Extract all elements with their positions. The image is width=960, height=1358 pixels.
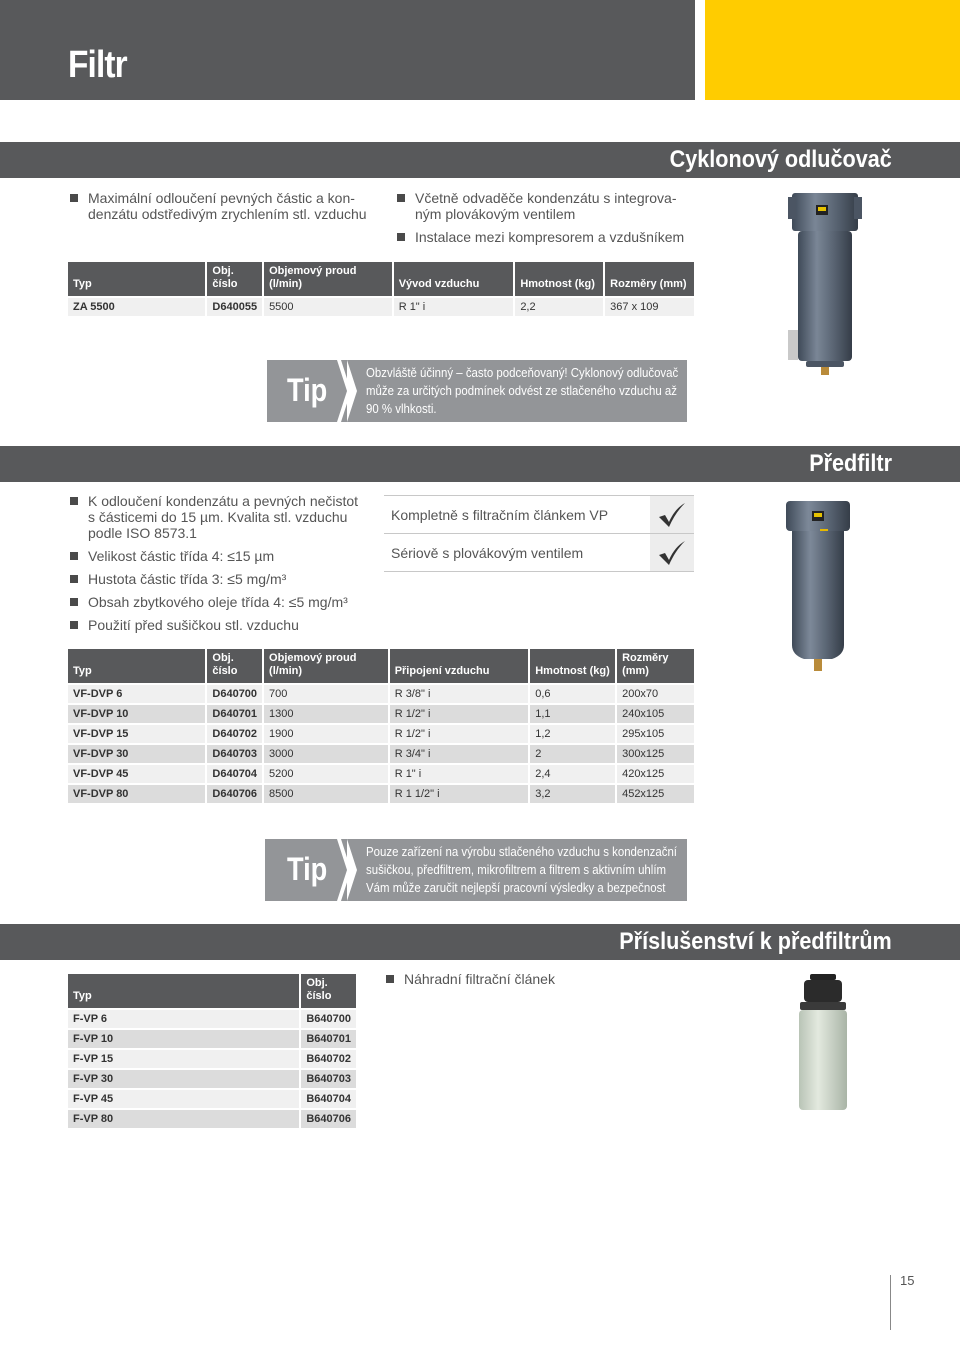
table-row bbox=[68, 1108, 356, 1128]
col-header: Obj. číslo bbox=[205, 649, 262, 683]
col-header: Objemový proud (l/min) bbox=[262, 262, 392, 296]
table-cell: 8500 bbox=[262, 783, 388, 803]
col-header: Obj. číslo bbox=[205, 262, 262, 296]
tip-label: Tip bbox=[287, 851, 328, 887]
table-cell: F-VP 80 bbox=[68, 1108, 299, 1128]
table-cell: 452x125 bbox=[615, 783, 694, 803]
table-cell: 700 bbox=[262, 683, 388, 703]
table-cell: B640706 bbox=[299, 1108, 356, 1128]
list-item: Náhradní filtrační článek bbox=[386, 971, 686, 987]
col-header: Typ bbox=[68, 649, 205, 683]
list-item: Hustota částic třída 3: ≤5 mg/m³ bbox=[70, 571, 360, 587]
table-cell: 420x125 bbox=[615, 763, 694, 783]
list-item: Instalace mezi kompresorem a vzdušníkem bbox=[397, 229, 687, 245]
square-bullet-icon bbox=[386, 975, 394, 983]
table-cell: 0,6 bbox=[528, 683, 615, 703]
table-cell: F-VP 45 bbox=[68, 1088, 299, 1108]
table-cell: R 1" i bbox=[388, 763, 529, 783]
table-row bbox=[68, 296, 694, 316]
table-cell: 5500 bbox=[262, 296, 392, 316]
header-accent bbox=[705, 0, 960, 100]
table-cell: B640702 bbox=[299, 1048, 356, 1068]
list-item: Velikost částic třída 4: ≤15 µm bbox=[70, 548, 360, 564]
list-item: Použití před sušičkou stl. vzduchu bbox=[70, 617, 360, 633]
table-cell: VF-DVP 10 bbox=[68, 703, 205, 723]
square-bullet-icon bbox=[70, 194, 78, 202]
table-cell: ZA 5500 bbox=[68, 296, 205, 316]
table-cell: D640704 bbox=[205, 763, 262, 783]
table-cell: R 1/2" i bbox=[388, 703, 529, 723]
table-cell: VF-DVP 45 bbox=[68, 763, 205, 783]
list-item: Maximální odloučení pevných částic a kon-denzátu odstředivým zrychlením stl. vzduchu bbox=[70, 190, 370, 222]
square-bullet-icon bbox=[70, 552, 78, 560]
table-cell: 2,4 bbox=[528, 763, 615, 783]
chevron-right-icon bbox=[337, 360, 351, 422]
square-bullet-icon bbox=[70, 575, 78, 583]
table-cell: D640703 bbox=[205, 743, 262, 763]
table-cell: 300x125 bbox=[615, 743, 694, 763]
table-header-row bbox=[68, 262, 694, 296]
section-title-accessories: Příslušenství k předfiltrům bbox=[619, 928, 892, 955]
square-bullet-icon bbox=[70, 497, 78, 505]
prefilter-bullets bbox=[70, 493, 360, 640]
table-row bbox=[68, 703, 694, 723]
list-item: K odloučení kondenzátu a pevných nečistot s částicemi do 15 µm. Kvalita stl. vzduchu podle ISO 8573.1 bbox=[70, 493, 360, 541]
table-cell: F-VP 30 bbox=[68, 1068, 299, 1088]
cyclone-bullets-right bbox=[397, 190, 687, 252]
table-cell: R 3/8" i bbox=[388, 683, 529, 703]
table-row bbox=[68, 1088, 356, 1108]
col-header: Rozměry (mm) bbox=[603, 262, 694, 296]
col-header: Obj. číslo bbox=[299, 974, 356, 1008]
table-row bbox=[68, 1028, 356, 1048]
table-cell: 2 bbox=[528, 743, 615, 763]
table-cell: 1,2 bbox=[528, 723, 615, 743]
table-cell: 3,2 bbox=[528, 783, 615, 803]
table-cell: R 1" i bbox=[392, 296, 514, 316]
col-header: Připojení vzduchu bbox=[388, 649, 529, 683]
col-header: Typ bbox=[68, 974, 299, 1008]
col-header: Hmotnost (kg) bbox=[513, 262, 603, 296]
col-header: Vývod vzduchu bbox=[392, 262, 514, 296]
chevron-right-icon bbox=[337, 839, 351, 901]
table-cell: 3000 bbox=[262, 743, 388, 763]
square-bullet-icon bbox=[397, 194, 405, 202]
page-number-divider bbox=[890, 1275, 891, 1330]
table-cell: VF-DVP 6 bbox=[68, 683, 205, 703]
feature-table bbox=[384, 495, 694, 572]
prefilter-image bbox=[782, 495, 854, 675]
table-cell: VF-DVP 15 bbox=[68, 723, 205, 743]
feature-row bbox=[384, 533, 694, 572]
table-cell: VF-DVP 30 bbox=[68, 743, 205, 763]
table-cell: D640700 bbox=[205, 683, 262, 703]
table-cell: 5200 bbox=[262, 763, 388, 783]
table-row bbox=[68, 783, 694, 803]
col-header: Hmotnost (kg) bbox=[528, 649, 615, 683]
feature-label: Sériově s plovákovým ventilem bbox=[391, 545, 584, 561]
table-cell: D640702 bbox=[205, 723, 262, 743]
accessories-bullets bbox=[386, 971, 686, 994]
cyclone-separator-image bbox=[780, 185, 870, 380]
table-cell: 1300 bbox=[262, 703, 388, 723]
col-header: Typ bbox=[68, 262, 205, 296]
checkmark-icon bbox=[650, 534, 694, 571]
tip-text: Pouze zařízení na výrobu stlačeného vzduchu s kondenzační sušičkou, předfiltrem, mikrofiltrem a filtrem s aktivním uhlím Vám může zaručit nejlepší pracovní výsledky a bezpečnost provozu. bbox=[366, 844, 677, 913]
prefilter-table bbox=[68, 649, 694, 803]
feature-label: Kompletně s filtračním článkem VP bbox=[391, 507, 609, 523]
table-cell: B640701 bbox=[299, 1028, 356, 1048]
table-header-row bbox=[68, 649, 694, 683]
table-cell: F-VP 15 bbox=[68, 1048, 299, 1068]
table-row bbox=[68, 743, 694, 763]
section-title-prefilter: Předfiltr bbox=[809, 450, 892, 477]
section-title-cyclone: Cyklonový odlučovač bbox=[669, 146, 892, 173]
tip-text: Obzvláště účinný – často podceňovaný! Cyklonový odlučovač může za určitých podmínek odvést ze stlačeného vzduchu až 90 % vlhkosti. bbox=[366, 365, 679, 416]
table-cell: D640701 bbox=[205, 703, 262, 723]
table-row bbox=[68, 683, 694, 703]
table-cell: B640704 bbox=[299, 1088, 356, 1108]
table-cell: 200x70 bbox=[615, 683, 694, 703]
table-header-row bbox=[68, 974, 356, 1008]
accessories-table bbox=[68, 974, 356, 1128]
col-header: Objemový proud (l/min) bbox=[262, 649, 388, 683]
col-header: Rozměry (mm) bbox=[615, 649, 694, 683]
table-cell: R 1 1/2" i bbox=[388, 783, 529, 803]
table-cell: D640055 bbox=[205, 296, 262, 316]
table-cell: 295x105 bbox=[615, 723, 694, 743]
cyclone-bullets-left bbox=[70, 190, 370, 229]
list-item: Včetně odvaděče kondenzátu s integrova-ným plovákovým ventilem bbox=[397, 190, 687, 222]
square-bullet-icon bbox=[70, 621, 78, 629]
table-cell: R 1/2" i bbox=[388, 723, 529, 743]
cyclone-table bbox=[68, 262, 694, 316]
table-cell: 1900 bbox=[262, 723, 388, 743]
table-cell: VF-DVP 80 bbox=[68, 783, 205, 803]
tip-label: Tip bbox=[287, 372, 328, 408]
table-cell: 367 x 109 bbox=[603, 296, 694, 316]
filter-element-image bbox=[790, 972, 856, 1114]
page-title: Filtr bbox=[68, 44, 127, 86]
list-item: Obsah zbytkového oleje třída 4: ≤5 mg/m³ bbox=[70, 594, 360, 610]
table-row bbox=[68, 1048, 356, 1068]
table-cell: 240x105 bbox=[615, 703, 694, 723]
table-cell: F-VP 6 bbox=[68, 1008, 299, 1028]
table-row bbox=[68, 1068, 356, 1088]
table-cell: D640706 bbox=[205, 783, 262, 803]
table-cell: 2,2 bbox=[513, 296, 603, 316]
table-cell: F-VP 10 bbox=[68, 1028, 299, 1048]
table-row bbox=[68, 723, 694, 743]
table-cell: B640700 bbox=[299, 1008, 356, 1028]
square-bullet-icon bbox=[70, 598, 78, 606]
square-bullet-icon bbox=[397, 233, 405, 241]
table-row bbox=[68, 763, 694, 783]
page-number: 15 bbox=[900, 1273, 915, 1288]
feature-row bbox=[384, 495, 694, 533]
table-cell: B640703 bbox=[299, 1068, 356, 1088]
table-cell: R 3/4" i bbox=[388, 743, 529, 763]
table-cell: 1,1 bbox=[528, 703, 615, 723]
table-row bbox=[68, 1008, 356, 1028]
checkmark-icon bbox=[650, 496, 694, 533]
